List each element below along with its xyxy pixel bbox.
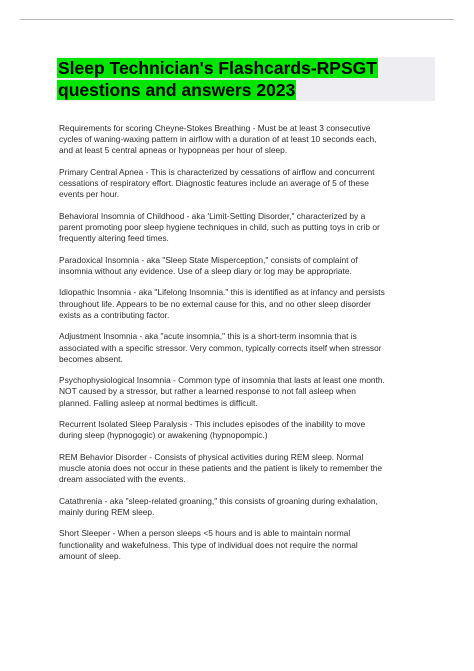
- flashcard-entry-line: events per hour.: [59, 189, 120, 200]
- flashcard-entry-line: Psychophysiological Insomnia - Common type of insomnia that lasts at least one month.: [59, 375, 385, 386]
- flashcard-entry-line: muscle atonia does not occur in these patients and the patient is likely to remember the: [59, 463, 383, 474]
- flashcard-entry-line: planned. Falling asleep at normal bedtimes is difficult.: [59, 397, 258, 408]
- flashcard-entry: [59, 419, 431, 441]
- flashcard-entry-line: Primary Central Apnea - This is characterized by cessations of airflow and concurrent: [59, 166, 375, 177]
- flashcard-entry: [59, 452, 431, 486]
- flashcard-entry: [59, 496, 431, 518]
- flashcard-entry-line: Paradoxical Insomnia - aka "Sleep State Misperception," consists of complaint of: [59, 254, 358, 265]
- flashcard-entry-line: amount of sleep.: [59, 550, 121, 561]
- flashcard-entry-line: during sleep (hypnogogic) or awakening (hypnopompic.): [59, 430, 268, 441]
- title-block: [57, 57, 435, 101]
- flashcard-entry-line: functionality and wakefulness. This type of individual does not require the normal: [59, 539, 358, 550]
- flashcard-entry-line: insomnia without any evidence. Use of a sleep diary or log may be appropriate.: [59, 265, 352, 276]
- flashcard-entry: [59, 287, 431, 321]
- page-title: [57, 57, 435, 101]
- flashcard-entry-line: NOT caused by a stressor, but rather a learned response to not fall asleep when: [59, 386, 356, 397]
- page-title-line-2: questions and answers 2023: [58, 80, 296, 100]
- flashcard-entry-line: REM Behavior Disorder - Consists of physical activities during REM sleep. Normal: [59, 451, 364, 462]
- flashcard-entry-line: Idiopathic Insomnia - aka "Lifelong Insomnia." this is identified as at infancy and persists: [59, 287, 385, 298]
- flashcard-entry-line: Behavioral Insomnia of Childhood - aka 'Limit-Setting Disorder," characterized by a: [59, 210, 366, 221]
- flashcard-entry-line: throughout life. Appears to be no external cause for this, and no other sleep disorder: [59, 298, 371, 309]
- flashcard-entry-line: Recurrent Isolated Sleep Paralysis - This includes episodes of the inability to move: [59, 419, 366, 430]
- flashcard-entry-line: dream associated with the events.: [59, 474, 186, 485]
- page-title-line-1: Sleep Technician's Flashcards-RPSGT: [58, 58, 377, 78]
- flashcard-entry: [59, 211, 431, 245]
- flashcard-entry-line: parent promoting poor sleep hygiene techniques in child, such as putting toys in crib or: [59, 222, 380, 233]
- flashcard-entry: [59, 375, 431, 409]
- flashcard-entry-line: mainly during REM sleep.: [59, 506, 155, 517]
- flashcard-entry: [59, 331, 431, 365]
- flashcard-entry-line: frequently altering feed times.: [59, 233, 169, 244]
- flashcard-list: [59, 123, 431, 572]
- flashcard-entry-line: Short Sleeper - When a person sleeps <5 hours and is able to maintain normal: [59, 528, 351, 539]
- flashcard-entry: [59, 528, 431, 562]
- flashcard-entry-line: Adjustment Insomnia - aka "acute insomnia," this is a short-term insomnia that is: [59, 331, 357, 342]
- flashcard-entry-line: cycles of waning-waxing pattern in airflow with a duration of at least 10 seconds each,: [59, 134, 377, 145]
- flashcard-entry-line: associated with a specific stressor. Very common, typically corrects itself when stressor: [59, 342, 382, 353]
- flashcard-entry: [59, 255, 431, 277]
- flashcard-entry-line: Requirements for scoring Cheyne-Stokes Breathing - Must be at least 3 consecutive: [59, 123, 371, 133]
- flashcard-entry-line: becomes absent.: [59, 353, 123, 364]
- flashcard-entry: [59, 167, 431, 201]
- header-divider: [20, 19, 454, 20]
- flashcard-entry-line: cessations of respiratory effort. Diagnostic features include an average of 5 of these: [59, 178, 369, 189]
- flashcard-entry-line: Catathrenia - aka "sleep-related groaning," this consists of groaning during exhalation,: [59, 495, 378, 506]
- flashcard-entry: [59, 123, 431, 157]
- flashcard-entry-line: exists as a contributing factor.: [59, 309, 170, 320]
- flashcard-entry-line: and at least 5 central apneas or hypopneas per hour of sleep.: [59, 145, 288, 156]
